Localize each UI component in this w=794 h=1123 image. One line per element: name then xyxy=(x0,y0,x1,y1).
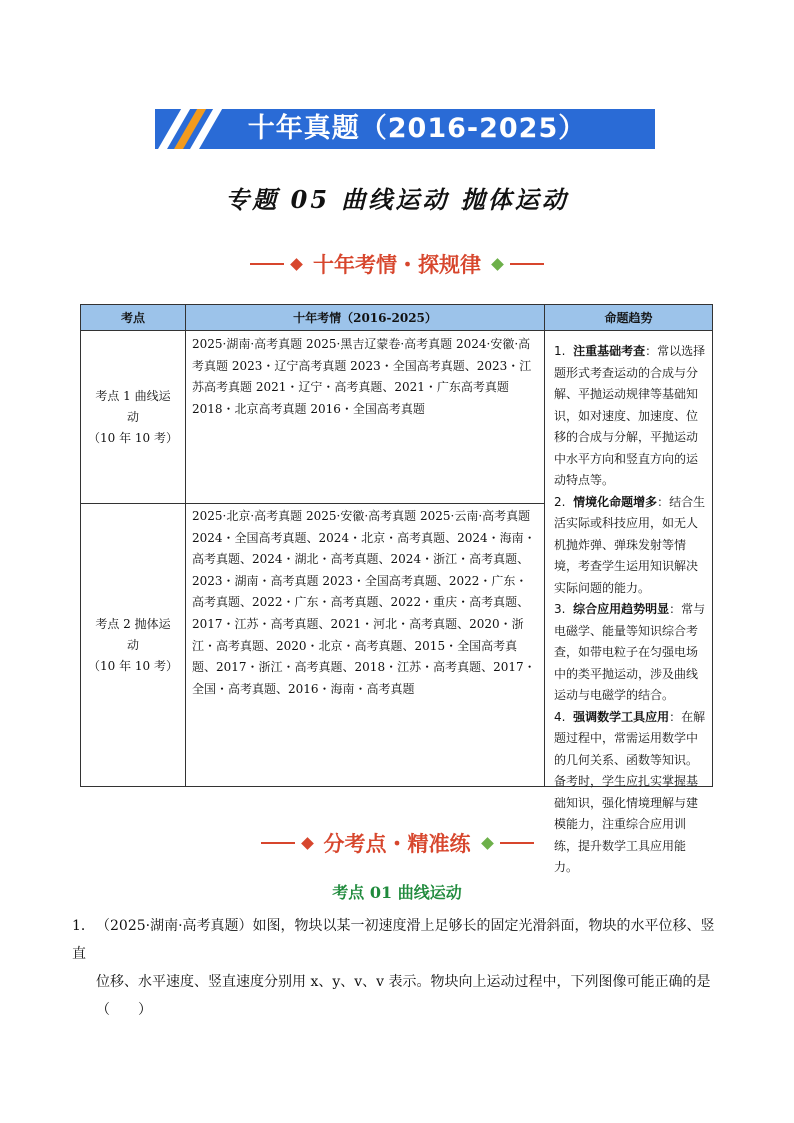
key-line: 考点 1 曲线运 xyxy=(95,388,171,403)
table-cell-key xyxy=(81,331,186,504)
trend-heading: 强调数学工具应用 xyxy=(573,709,670,724)
knowledge-point-title: 考点 01 曲线运动 xyxy=(332,883,462,902)
question-1 xyxy=(72,912,722,1024)
trend-number: 4. xyxy=(554,709,566,724)
trend-item xyxy=(554,492,706,600)
table-cell-trend xyxy=(545,331,712,874)
trend-heading: 情境化命题增多 xyxy=(573,494,658,509)
trend-heading: 综合应用趋势明显 xyxy=(573,602,670,616)
table-cell-years: 2025·北京·高考真题 2025·安徽·高考真题 2025·云南·高考真题 2024・全国高考真题、2024・北京・高考真题、2024・海南・高考真题、2024・湖北・高考真题、2024・浙江・高考真题、2023・湖南・高考真题 2023・全国高考真题、2022・广东・高考真题、2022・广东・高考真题、2022・重庆・高考真题、2017・江苏・高考真题、2021・河北・高考真题、2020・浙江・高考真题、2020・北京・高考真题、2015・全国高考真题、2017・浙江・高考真题、2018・江苏・高考真题、2017・全国・高考真题、2016・海南・高考真题 xyxy=(186,504,545,786)
divider-line xyxy=(261,842,295,844)
banner-title: 十年真题（2016-2025） xyxy=(247,113,587,144)
key-line: （10 年 10 考） xyxy=(88,430,178,445)
divider-line xyxy=(500,842,534,844)
section-heading-text: 分考点・精准练 xyxy=(323,832,471,856)
trend-item xyxy=(554,341,706,492)
table-header-trend: 命题趋势 xyxy=(545,305,712,331)
divider-line xyxy=(510,263,544,265)
trend-heading: 注重基础考查 xyxy=(573,344,646,358)
trend-body: ：常以选择题形式考查运动的合成与分解、平抛运动规律等基础知识，如对速度、加速度、位移的合成与分解，平抛运动中水平方向和竖直方向的运动特点等。 xyxy=(554,344,706,487)
trend-body: ：常与电磁学、能量等知识综合考查，如带电粒子在匀强电场中的类平抛运动，涉及曲线运动与电磁学的结合。 xyxy=(554,602,706,702)
section-heading-text: 十年考情・探规律 xyxy=(313,253,481,277)
trend-number: 2. xyxy=(554,494,566,509)
key-line: （10 年 10 考） xyxy=(88,658,178,673)
diamond-icon xyxy=(481,837,494,850)
question-number: 1． xyxy=(72,918,95,934)
key-line: 动 xyxy=(126,637,139,652)
section-heading-trends xyxy=(0,249,794,279)
table-header-key: 考点 xyxy=(81,305,186,331)
divider-line xyxy=(250,263,284,265)
diamond-icon xyxy=(491,258,504,271)
answer-blank: （ ） xyxy=(96,1002,152,1018)
table-header-years: 十年考情（2016-2025） xyxy=(186,305,545,331)
trend-number: 1. xyxy=(554,344,566,358)
diamond-icon xyxy=(301,837,314,850)
table-cell-years: 2025·湖南·高考真题 2025·黑吉辽蒙卷·高考真题 2024·安徽·高考真题 2023・辽宁高考真题 2023・全国高考真题、2023・江苏高考真题 2021・辽宁・高考真题、2021・广东高考真题 2018・北京高考真题 2016・全国高考真题 xyxy=(186,331,545,504)
table-cell-key xyxy=(81,504,186,786)
trend-number: 3. xyxy=(554,602,566,616)
trend-body: ：结合生活实际或科技应用，如无人机抛炸弹、弹珠发射等情境，考查学生运用知识解决实际问题的能力。 xyxy=(554,494,706,595)
title-banner xyxy=(155,109,655,149)
section-heading-practice xyxy=(0,828,794,858)
question-text: （2025·湖南·高考真题）如图，物块以某一初速度滑上足够长的固定光滑斜面，物块的水平位移、竖直 xyxy=(72,918,715,962)
key-line: 考点 2 抛体运 xyxy=(95,616,171,631)
diamond-icon xyxy=(290,258,303,271)
trend-item xyxy=(554,599,706,707)
key-line: 动 xyxy=(126,409,139,424)
question-text: 位移、水平速度、竖直速度分别用 x、y、v、v 表示。物块向上运动过程中，下列图像可能正确的是 xyxy=(96,974,711,990)
trend-body: ：在解题过程中，常需运用数学中的几何关系、函数等知识。备考时，学生应扎实掌握基础知识，强化情境理解与建模能力，注重综合应用训练，提升数学工具应用能力。 xyxy=(554,709,706,874)
topic-title: 专题 05 曲线运动 抛体运动 xyxy=(225,185,569,214)
